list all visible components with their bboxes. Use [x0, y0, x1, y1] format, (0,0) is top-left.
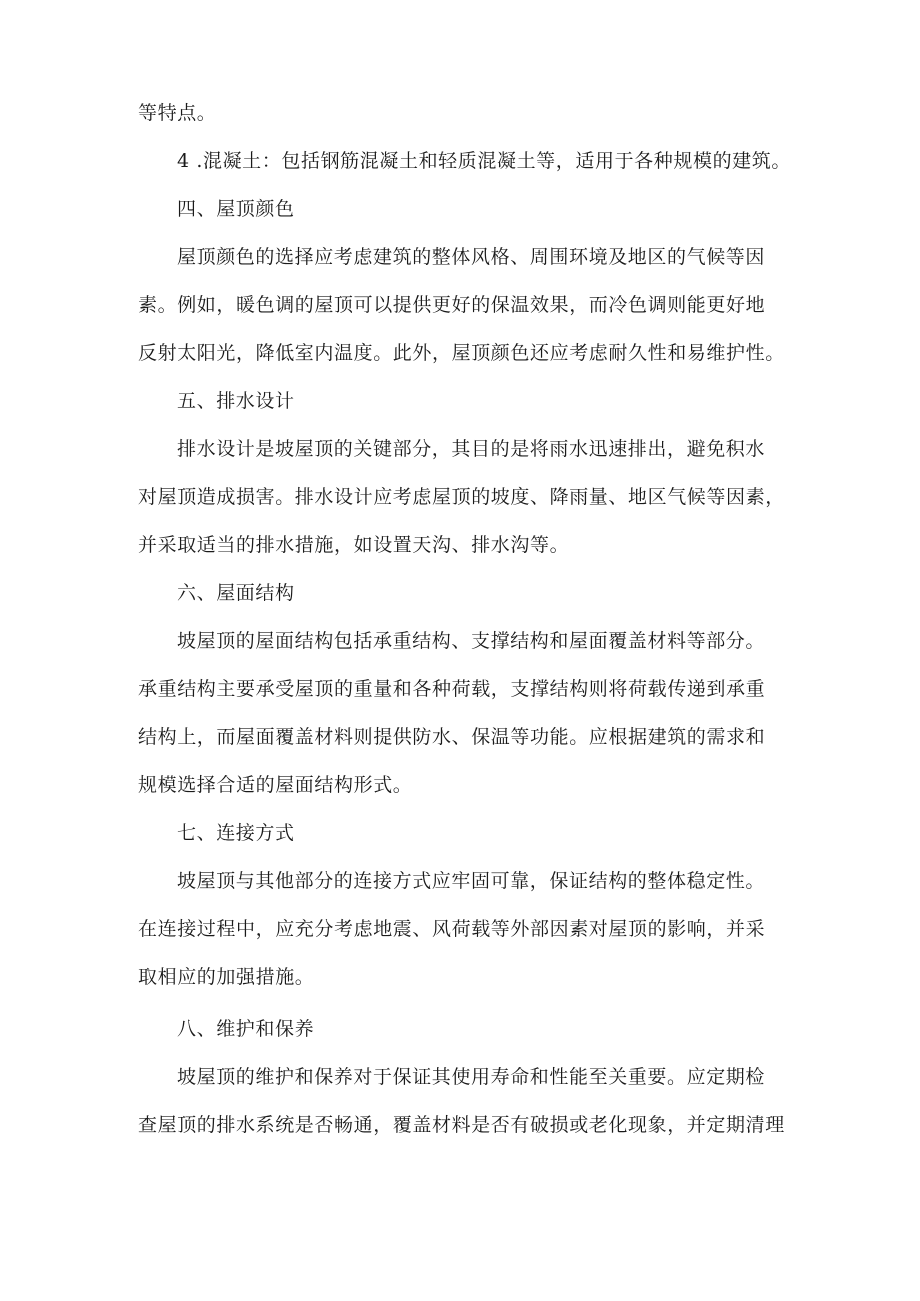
text-line: 对屋顶造成损害。排水设计应考虑屋顶的坡度、降雨量、地区气候等因素，	[138, 486, 785, 508]
text-line: 排水设计是坡屋顶的关键部分，其目的是将雨水迅速排出，避免积水	[177, 438, 766, 460]
text-line: 屋顶颜色的选择应考虑建筑的整体风格、周围环境及地区的气候等因	[177, 246, 766, 268]
text-line: 规模选择合适的屋面结构形式。	[138, 774, 413, 796]
text-line: 等特点。	[138, 102, 217, 124]
text-line: 反射太阳光，降低室内温度。此外，屋顶颜色还应考虑耐久性和易维护性。	[138, 342, 785, 364]
text-line: 素。例如，暖色调的屋顶可以提供更好的保温效果，而冷色调则能更好地	[138, 294, 766, 316]
text-line: 4 .混凝土：包括钢筋混凝土和轻质混凝土等，适用于各种规模的建筑。	[177, 150, 791, 172]
section-heading: 六、屋面结构	[177, 582, 295, 604]
text-line: 取相应的加强措施。	[138, 966, 315, 988]
text-line: 坡屋顶与其他部分的连接方式应牢固可靠，保证结构的整体稳定性。	[177, 870, 766, 892]
text-line: 在连接过程中，应充分考虑地震、风荷载等外部因素对屋顶的影响，并采	[138, 918, 766, 940]
text-line: 坡屋顶的屋面结构包括承重结构、支撑结构和屋面覆盖材料等部分。	[177, 630, 766, 652]
text-line: 查屋顶的排水系统是否畅通，覆盖材料是否有破损或老化现象，并定期清理	[138, 1114, 785, 1136]
section-heading: 四、屋顶颜色	[177, 198, 295, 220]
section-heading: 八、维护和保养	[177, 1018, 315, 1040]
section-heading: 七、连接方式	[177, 822, 295, 844]
section-heading: 五、排水设计	[177, 390, 295, 412]
text-line: 坡屋顶的维护和保养对于保证其使用寿命和性能至关重要。应定期检	[177, 1066, 766, 1088]
text-line: 结构上，而屋面覆盖材料则提供防水、保温等功能。应根据建筑的需求和	[138, 726, 766, 748]
text-line: 并采取适当的排水措施，如设置天沟、排水沟等。	[138, 534, 570, 556]
text-line: 承重结构主要承受屋顶的重量和各种荷载，支撑结构则将荷载传递到承重	[138, 678, 766, 700]
